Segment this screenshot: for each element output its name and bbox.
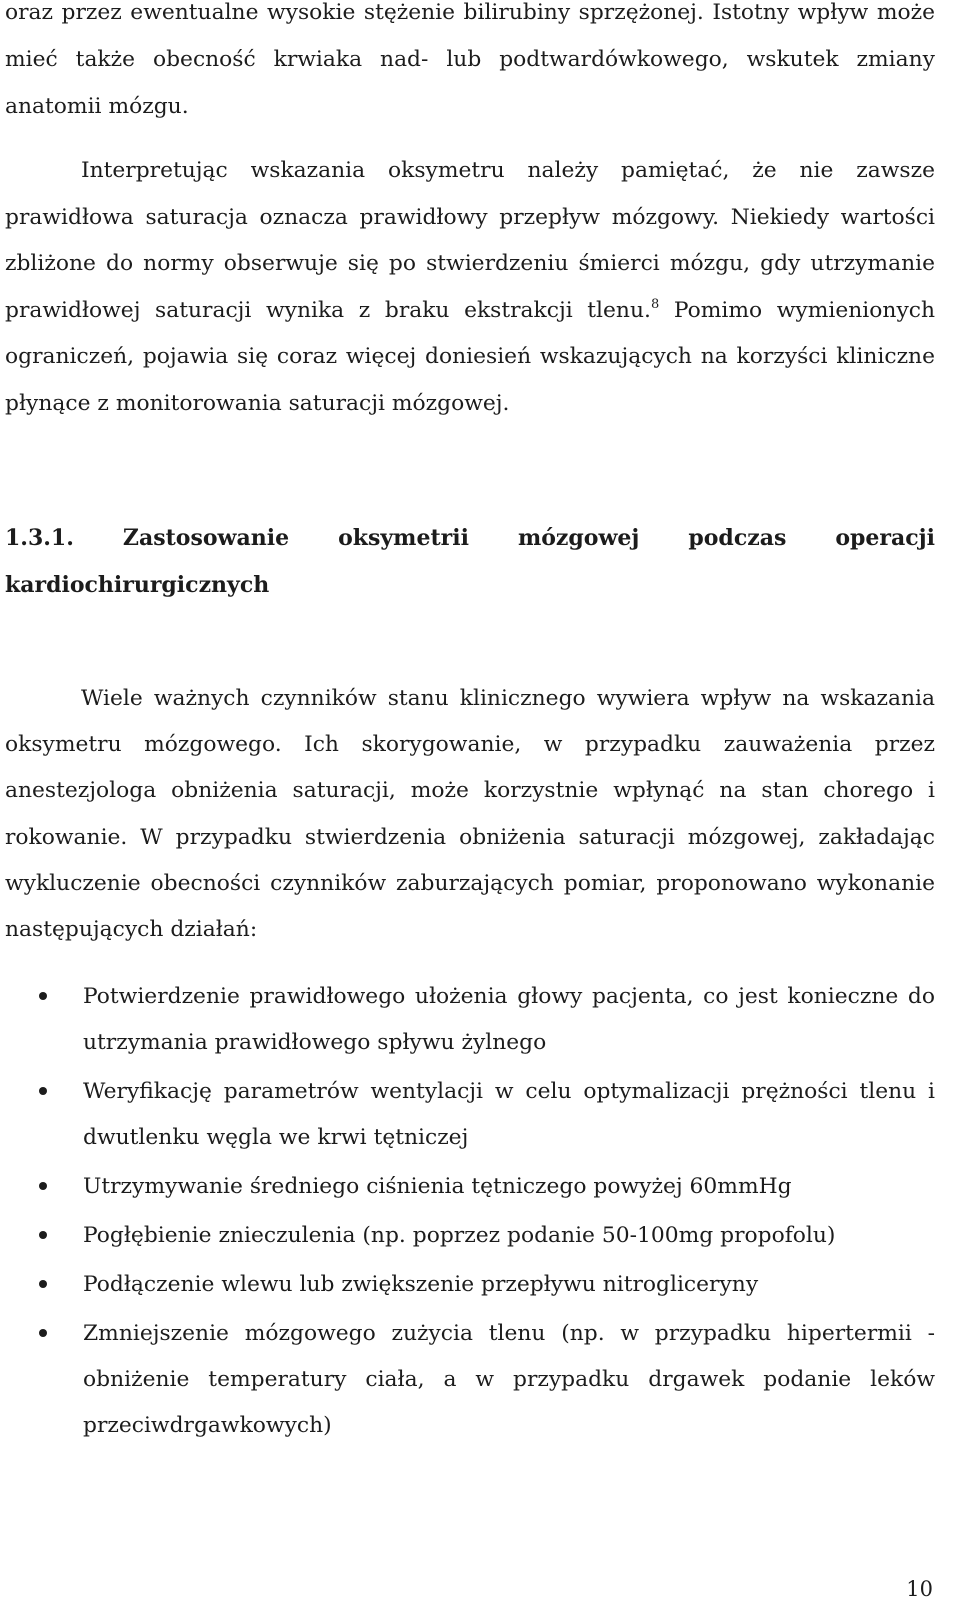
paragraph-oximeter-interpretation [5,148,935,427]
bullet-icon [39,1329,47,1337]
bullet-icon [39,1182,47,1190]
page-number: 10 [906,1577,933,1601]
list-item [5,1311,935,1449]
bullet-icon [39,1087,47,1095]
document-page [5,0,935,1610]
bullet-icon [39,1231,47,1239]
list-item [5,1164,935,1210]
list-item [5,1262,935,1308]
list-item-text: Potwierdzenie prawidłowego ułożenia głowy pacjenta, co jest konieczne do utrzymania prawidłowego spływu żylnego [83,984,935,1055]
bullet-icon [39,1280,47,1288]
paragraph-text-a: Interpretując wskazania oksymetru należy pamiętać, że nie zawsze prawidłowa saturacja oznacza prawidłowy przepływ mózgowy. Niekiedy wartości zbliżone do normy obserwuje się po stwierdzeniu śmierci mózgu, gdy utrzymanie prawidłowej saturacji wynika z braku ekstrakcji tlenu. [5,158,935,323]
list-item-text: Utrzymywanie średniego ciśnienia tętniczego powyżej 60mmHg [83,1174,792,1199]
list-item-text: Podłączenie wlewu lub zwiększenie przepływu nitrogliceryny [83,1272,759,1297]
bullet-icon [39,992,47,1000]
action-list [5,974,935,1452]
list-item [5,1213,935,1259]
list-item [5,974,935,1066]
section-heading: 1.3.1. Zastosowanie oksymetrii mózgowej podczas operacji kardiochirurgicznych [5,525,935,598]
footnote-ref: 8 [650,296,660,312]
list-item-text: Weryfikację parametrów wentylacji w celu optymalizacji prężności tlenu i dwutlenku węgla we krwi tętniczej [83,1079,935,1150]
paragraph-text-b: Pomimo wymienionych ograniczeń, pojawia się coraz więcej doniesień wskazujących na korzyści kliniczne płynące z monitorowania saturacji mózgowej. [5,297,936,416]
list-item-text: Zmniejszenie mózgowego zużycia tlenu (np. w przypadku hipertermii - obniżenie temperatury ciała, a w przypadku drgawek podanie leków przeciwdrgawkowych) [83,1321,935,1438]
paragraph-bilirubin: oraz przez ewentualne wysokie stężenie bilirubiny sprzężonej. Istotny wpływ może mieć także obecność krwiaka nad- lub podtwardówkowego, wskutek zmiany anatomii mózgu. [5,0,935,119]
list-item-text: Pogłębienie znieczulenia (np. poprzez podanie 50-100mg propofolu) [83,1223,836,1248]
paragraph-clinical-factors: Wiele ważnych czynników stanu klinicznego wywiera wpływ na wskazania oksymetru mózgowego. Ich skorygowanie, w przypadku zauważenia przez anestezjologa obniżenia saturacji, może korzystnie wpłynąć na stan chorego i rokowanie. W przypadku stwierdzenia obniżenia saturacji mózgowej, zakładając wykluczenie obecności czynników zaburzających pomiar, proponowano wykonanie następujących działań: [5,686,935,943]
list-item [5,1069,935,1161]
